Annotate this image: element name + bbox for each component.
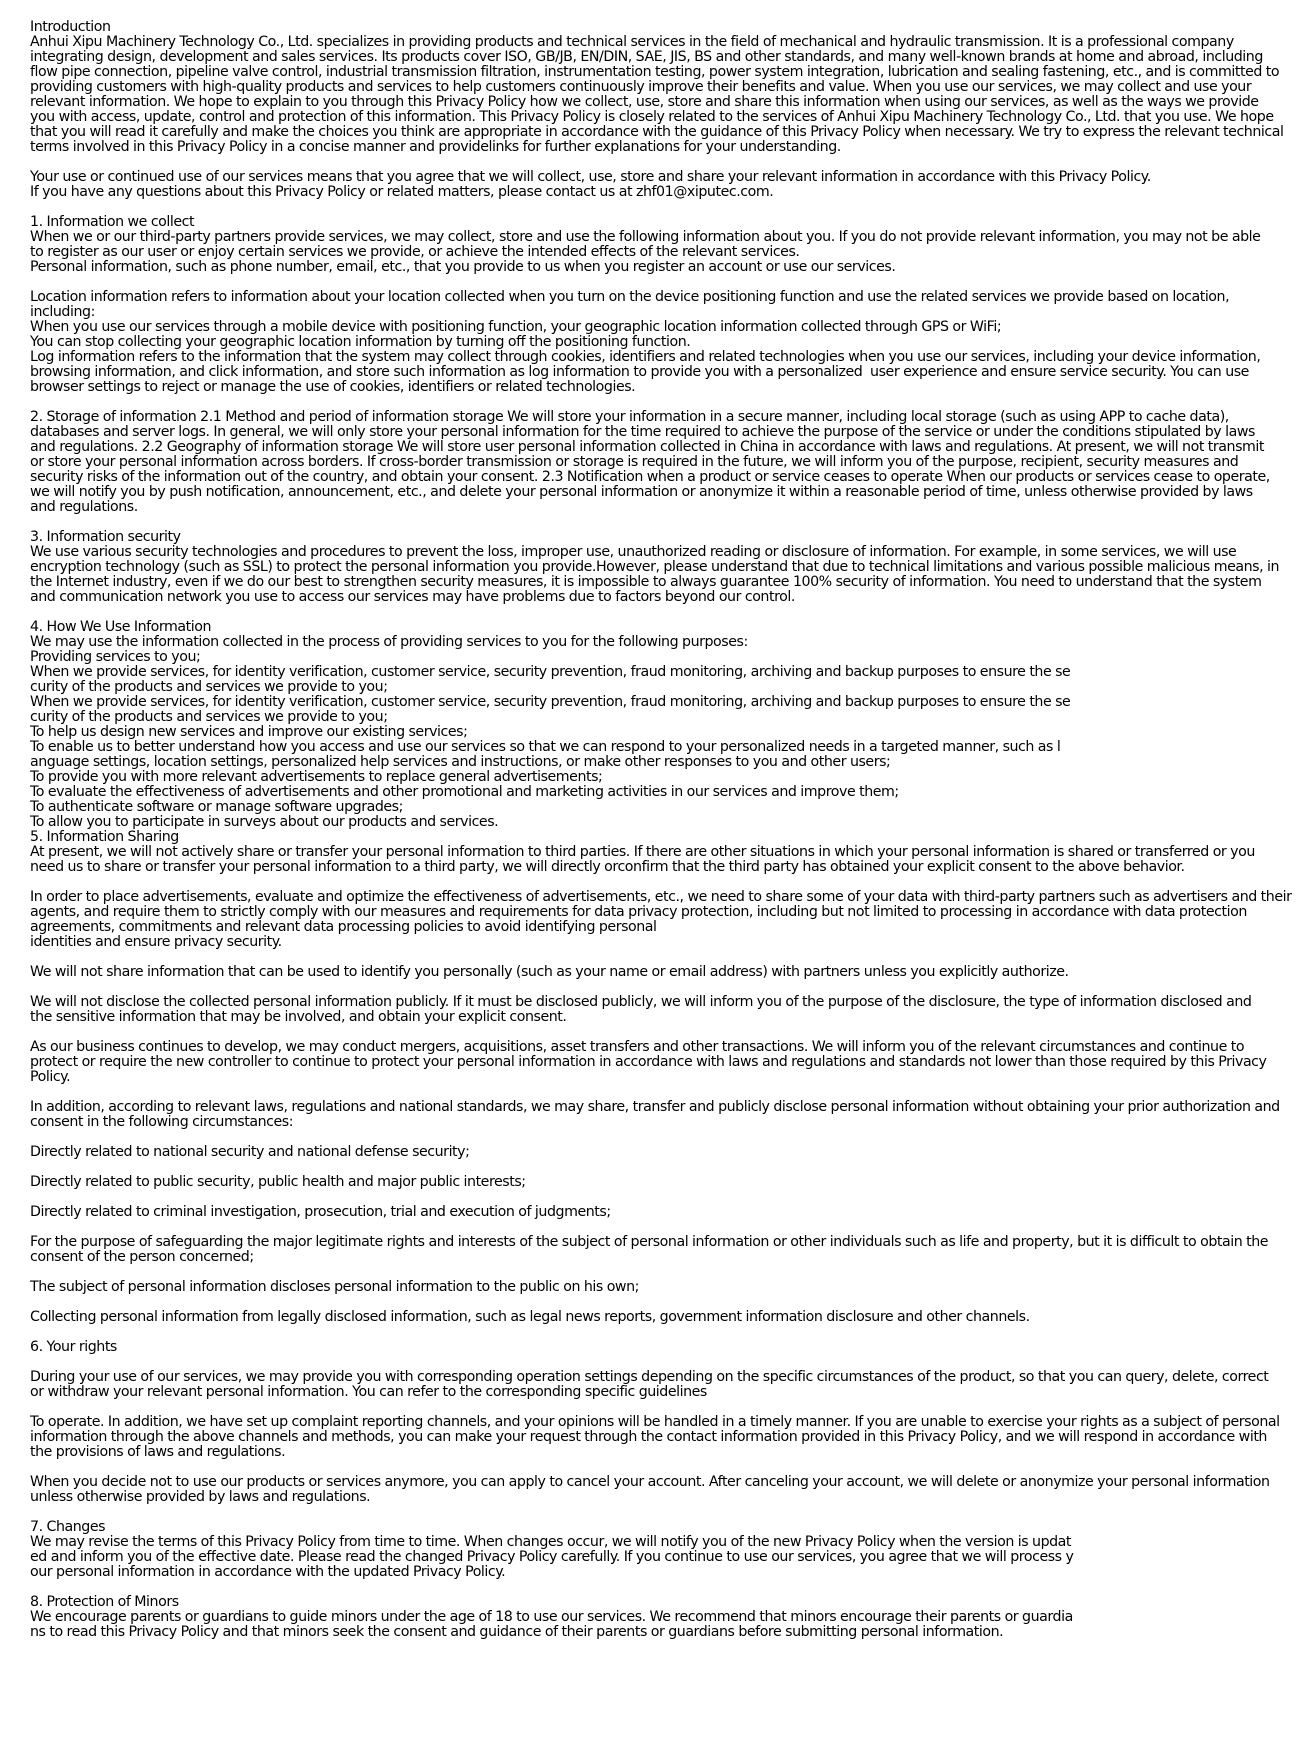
text-line: identities and ensure privacy security. <box>30 934 282 950</box>
blank-line <box>30 1325 1288 1340</box>
text-line: If you have any questions about this Privacy Policy or related matters, please contact us at zhf01@xiputec.com. <box>30 184 774 200</box>
text-line: 2. Storage of information 2.1 Method and period of information storage We will store your information in a secure manner, including local storage (such as using APP to cache data), <box>30 409 1229 425</box>
text-line: consent in the following circumstances: <box>30 1114 294 1130</box>
blank-line <box>30 950 1288 965</box>
text-line: To help us design new services and improve our existing services; <box>30 724 468 740</box>
text-line: encryption technology (such as SSL) to protect the personal information you provide.However, please understand that due to technical limitations and various possible malicious means, in <box>30 559 1280 575</box>
blank-line <box>30 200 1288 215</box>
text-line: and communication network you use to access our services may have problems due to factors beyond our control. <box>30 589 795 605</box>
text-line: agents, and require them to strictly comply with our measures and requirements for data privacy protection, including but not limited to processing in accordance with data protection <box>30 904 1247 920</box>
text-line: consent of the person concerned; <box>30 1249 254 1265</box>
blank-line <box>30 1085 1288 1100</box>
blank-line <box>30 1580 1288 1595</box>
text-line: We will not disclose the collected personal information publicly. If it must be disclosed publicly, we will inform you of the purpose of the disclosure, the type of information disclosed and <box>30 994 1252 1010</box>
text-line: Directly related to national security and national defense security; <box>30 1144 470 1160</box>
text-line: 7. Changes <box>30 1519 106 1535</box>
text-line: Log information refers to the information that the system may collect through cookies, identifiers and related technologies when you use our services, including your device information, <box>30 349 1261 365</box>
text-line: the sensitive information that may be involved, and obtain your explicit consent. <box>30 1009 567 1025</box>
text-line: We encourage parents or guardians to guide minors under the age of 18 to use our services. We recommend that minors encourage their parents or guardia <box>30 1609 1073 1625</box>
blank-line <box>30 395 1288 410</box>
text-line: Your use or continued use of our services means that you agree that we will collect, use, store and share your relevant information in accordance with this Privacy Policy. <box>30 169 1151 185</box>
blank-line <box>30 1505 1288 1520</box>
text-line: To evaluate the effectiveness of advertisements and other promotional and marketing activities in our services and improve them; <box>30 784 899 800</box>
text-line: that you will read it carefully and make the choices you think are appropriate in accordance with the guidance of this Privacy Policy when necessary. We try to express the relevant technical <box>30 124 1284 140</box>
text-line: and regulations. 2.2 Geography of information storage We will store user personal information collected in China in accordance with laws and regulations. At present, we will not transmit <box>30 439 1264 455</box>
text-line: We use various security technologies and procedures to prevent the loss, improper use, unauthorized reading or disclosure of information. For example, in some services, we will use <box>30 544 1237 560</box>
text-line: To operate. In addition, we have set up complaint reporting channels, and your opinions will be handled in a timely manner. If you are unable to exercise your rights as a subject of personal <box>30 1414 1280 1430</box>
text-line: we will notify you by push notification, announcement, etc., and delete your personal information or anonymize it within a reasonable period of time, unless otherwise provided by laws <box>30 484 1253 500</box>
text-line: When we provide services, for identity verification, customer service, security prevention, fraud monitoring, archiving and backup purposes to ensure the se <box>30 664 1071 680</box>
blank-line <box>30 1265 1288 1280</box>
blank-line <box>30 1400 1288 1415</box>
text-line: Collecting personal information from legally disclosed information, such as legal news reports, government information disclosure and other channels. <box>30 1309 1030 1325</box>
text-line: When we provide services, for identity verification, customer service, security prevention, fraud monitoring, archiving and backup purposes to ensure the se <box>30 694 1071 710</box>
blank-line <box>30 1130 1288 1145</box>
text-line: Directly related to public security, public health and major public interests; <box>30 1174 526 1190</box>
text-line: Introduction <box>30 19 111 35</box>
text-line: 1. Information we collect <box>30 214 195 230</box>
text-line: integrating design, development and sales services. Its products cover ISO, GB/JB, EN/DIN, SAE, JIS, BS and other standards, and many well-known brands at home and abroad, including <box>30 49 1263 65</box>
blank-line <box>30 1160 1288 1175</box>
text-line: You can stop collecting your geographic location information by turning off the positioning function. <box>30 334 691 350</box>
text-line: anguage settings, location settings, personalized help services and instructions, or make other responses to you and other users; <box>30 754 891 770</box>
text-line: to register as our user or enjoy certain services we provide, or achieve the intended effects of the relevant services. <box>30 244 800 260</box>
blank-line <box>30 515 1288 530</box>
blank-line <box>30 1220 1288 1235</box>
text-line: including: <box>30 304 95 320</box>
text-line: To enable us to better understand how you access and use our services so that we can respond to your personalized needs in a targeted manner, such as l <box>30 739 1061 755</box>
text-line: 6. Your rights <box>30 1339 117 1355</box>
text-line: Directly related to criminal investigation, prosecution, trial and execution of judgments; <box>30 1204 611 1220</box>
text-line: When you decide not to use our products or services anymore, you can apply to cancel your account. After canceling your account, we will delete or anonymize your personal information <box>30 1474 1270 1490</box>
text-line: In addition, according to relevant laws, regulations and national standards, we may share, transfer and publicly disclose personal information without obtaining your prior authorization and <box>30 1099 1280 1115</box>
text-line: or withdraw your relevant personal information. You can refer to the corresponding specific guidelines <box>30 1384 707 1400</box>
text-line: terms involved in this Privacy Policy in a concise manner and providelinks for further explanations for your understanding. <box>30 139 841 155</box>
text-line: Location information refers to information about your location collected when you turn on the device positioning function and use the related services we provide based on location, <box>30 289 1230 305</box>
text-line: protect or require the new controller to continue to protect your personal information in accordance with laws and regulations and standards not lower than those required by this Privacy <box>30 1054 1267 1070</box>
text-line: and regulations. <box>30 499 138 515</box>
text-line: databases and server logs. In general, we will only store your personal information for the time required to achieve the purpose of the service or under the conditions stipulated by laws <box>30 424 1255 440</box>
text-line: you with access, update, control and protection of this information. This Privacy Policy is closely related to the services of Anhui Xipu Machinery Technology Co., Ltd. that you use. We hope <box>30 109 1274 125</box>
text-line: 4. How We Use Information <box>30 619 212 635</box>
blank-line <box>30 1190 1288 1205</box>
text-line: During your use of our services, we may provide you with corresponding operation settings depending on the specific circumstances of the product, so that you can query, delete, correct <box>30 1369 1269 1385</box>
blank-line <box>30 1460 1288 1475</box>
text-line: the Internet industry, even if we do our best to strengthen security measures, it is impossible to always guarantee 100% security of information. You need to understand that the system <box>30 574 1262 590</box>
text-line: When we or our third-party partners provide services, we may collect, store and use the following information about you. If you do not provide relevant information, you may not be able <box>30 229 1261 245</box>
text-line: 3. Information security <box>30 529 181 545</box>
blank-line <box>30 1025 1288 1040</box>
privacy-policy-document <box>30 19 1292 1640</box>
text-line: In order to place advertisements, evaluate and optimize the effectiveness of advertisements, etc., we need to share some of your data with third-party partners such as advertisers and their <box>30 889 1292 905</box>
text-line: providing customers with high-quality products and services to help customers continuously improve their benefits and value. When you use our services, we may collect and use your <box>30 79 1252 95</box>
text-line: ed and inform you of the effective date. Please read the changed Privacy Policy carefully. If you continue to use our services, you agree that we will process y <box>30 1549 1074 1565</box>
blank-line <box>30 155 1288 170</box>
text-line: We may use the information collected in the process of providing services to you for the following purposes: <box>30 634 748 650</box>
text-line: 5. Information Sharing <box>30 829 179 845</box>
text-line: relevant information. We hope to explain to you through this Privacy Policy how we collect, use, store and share this information when using our services, as well as the ways we provide <box>30 94 1259 110</box>
text-line: To provide you with more relevant advertisements to replace general advertisements; <box>30 769 603 785</box>
text-line: information through the above channels and methods, you can make your request through the contact information provided in this Privacy Policy, and we will respond in accordance with <box>30 1429 1267 1445</box>
text-line: browsing information, and click information, and store such information as log information to provide you with a personalized user experience and ensure service security. You can use <box>30 364 1249 380</box>
text-line: Personal information, such as phone number, email, etc., that you provide to us when you register an account or use our services. <box>30 259 896 275</box>
text-line: browser settings to reject or manage the use of cookies, identifiers or related technologies. <box>30 379 636 395</box>
text-line: ns to read this Privacy Policy and that minors seek the consent and guidance of their parents or guardians before submitting personal information. <box>30 1624 1004 1640</box>
text-line: The subject of personal information discloses personal information to the public on his own; <box>30 1279 639 1295</box>
text-line: 8. Protection of Minors <box>30 1594 179 1610</box>
blank-line <box>30 1295 1288 1310</box>
text-line: Providing services to you; <box>30 649 201 665</box>
text-line: flow pipe connection, pipeline valve control, industrial transmission filtration, instrumentation testing, power system integration, lubrication and sealing fastening, etc., and is committed to <box>30 64 1280 80</box>
text-line: When you use our services through a mobile device with positioning function, your geographic location information collected through GPS or WiFi; <box>30 319 1002 335</box>
text-line: need us to share or transfer your personal information to a third party, we will directly orconfirm that the third party has obtained your explicit consent to the above behavior. <box>30 859 1185 875</box>
text-line: security risks of the information out of the country, and obtain your consent. 2.3 Notification when a product or service ceases to operate When our products or services cease to operate, <box>30 469 1270 485</box>
blank-line <box>30 275 1288 290</box>
text-line: As our business continues to develop, we may conduct mergers, acquisitions, asset transfers and other transactions. We will inform you of the relevant circumstances and continue to <box>30 1039 1245 1055</box>
text-line: curity of the products and services we provide to you; <box>30 679 388 695</box>
text-line: To allow you to participate in surveys about our products and services. <box>30 814 499 830</box>
blank-line <box>30 605 1288 620</box>
blank-line <box>30 875 1288 890</box>
text-line: Anhui Xipu Machinery Technology Co., Ltd. specializes in providing products and technical services in the field of mechanical and hydraulic transmission. It is a professional company <box>30 34 1234 50</box>
blank-line <box>30 1355 1288 1370</box>
text-line: We will not share information that can be used to identify you personally (such as your name or email address) with partners unless you explicitly authorize. <box>30 964 1069 980</box>
text-line: agreements, commitments and relevant data processing policies to avoid identifying personal <box>30 919 657 935</box>
text-line: For the purpose of safeguarding the major legitimate rights and interests of the subject of personal information or other individuals such as life and property, but it is difficult to obtain the <box>30 1234 1269 1250</box>
text-line: our personal information in accordance with the updated Privacy Policy. <box>30 1564 506 1580</box>
blank-line <box>30 980 1288 995</box>
text-line: Policy. <box>30 1069 71 1085</box>
text-line: At present, we will not actively share or transfer your personal information to third parties. If there are other situations in which your personal information is shared or transferred or you <box>30 844 1255 860</box>
text-line: or store your personal information across borders. If cross-border transmission or storage is required in the future, we will inform you of the purpose, recipient, security measures and <box>30 454 1239 470</box>
text-line: the provisions of laws and regulations. <box>30 1444 286 1460</box>
text-line: curity of the products and services we provide to you; <box>30 709 388 725</box>
text-line: To authenticate software or manage software upgrades; <box>30 799 403 815</box>
text-line: We may revise the terms of this Privacy Policy from time to time. When changes occur, we will notify you of the new Privacy Policy when the version is updat <box>30 1534 1072 1550</box>
text-line: unless otherwise provided by laws and regulations. <box>30 1489 371 1505</box>
